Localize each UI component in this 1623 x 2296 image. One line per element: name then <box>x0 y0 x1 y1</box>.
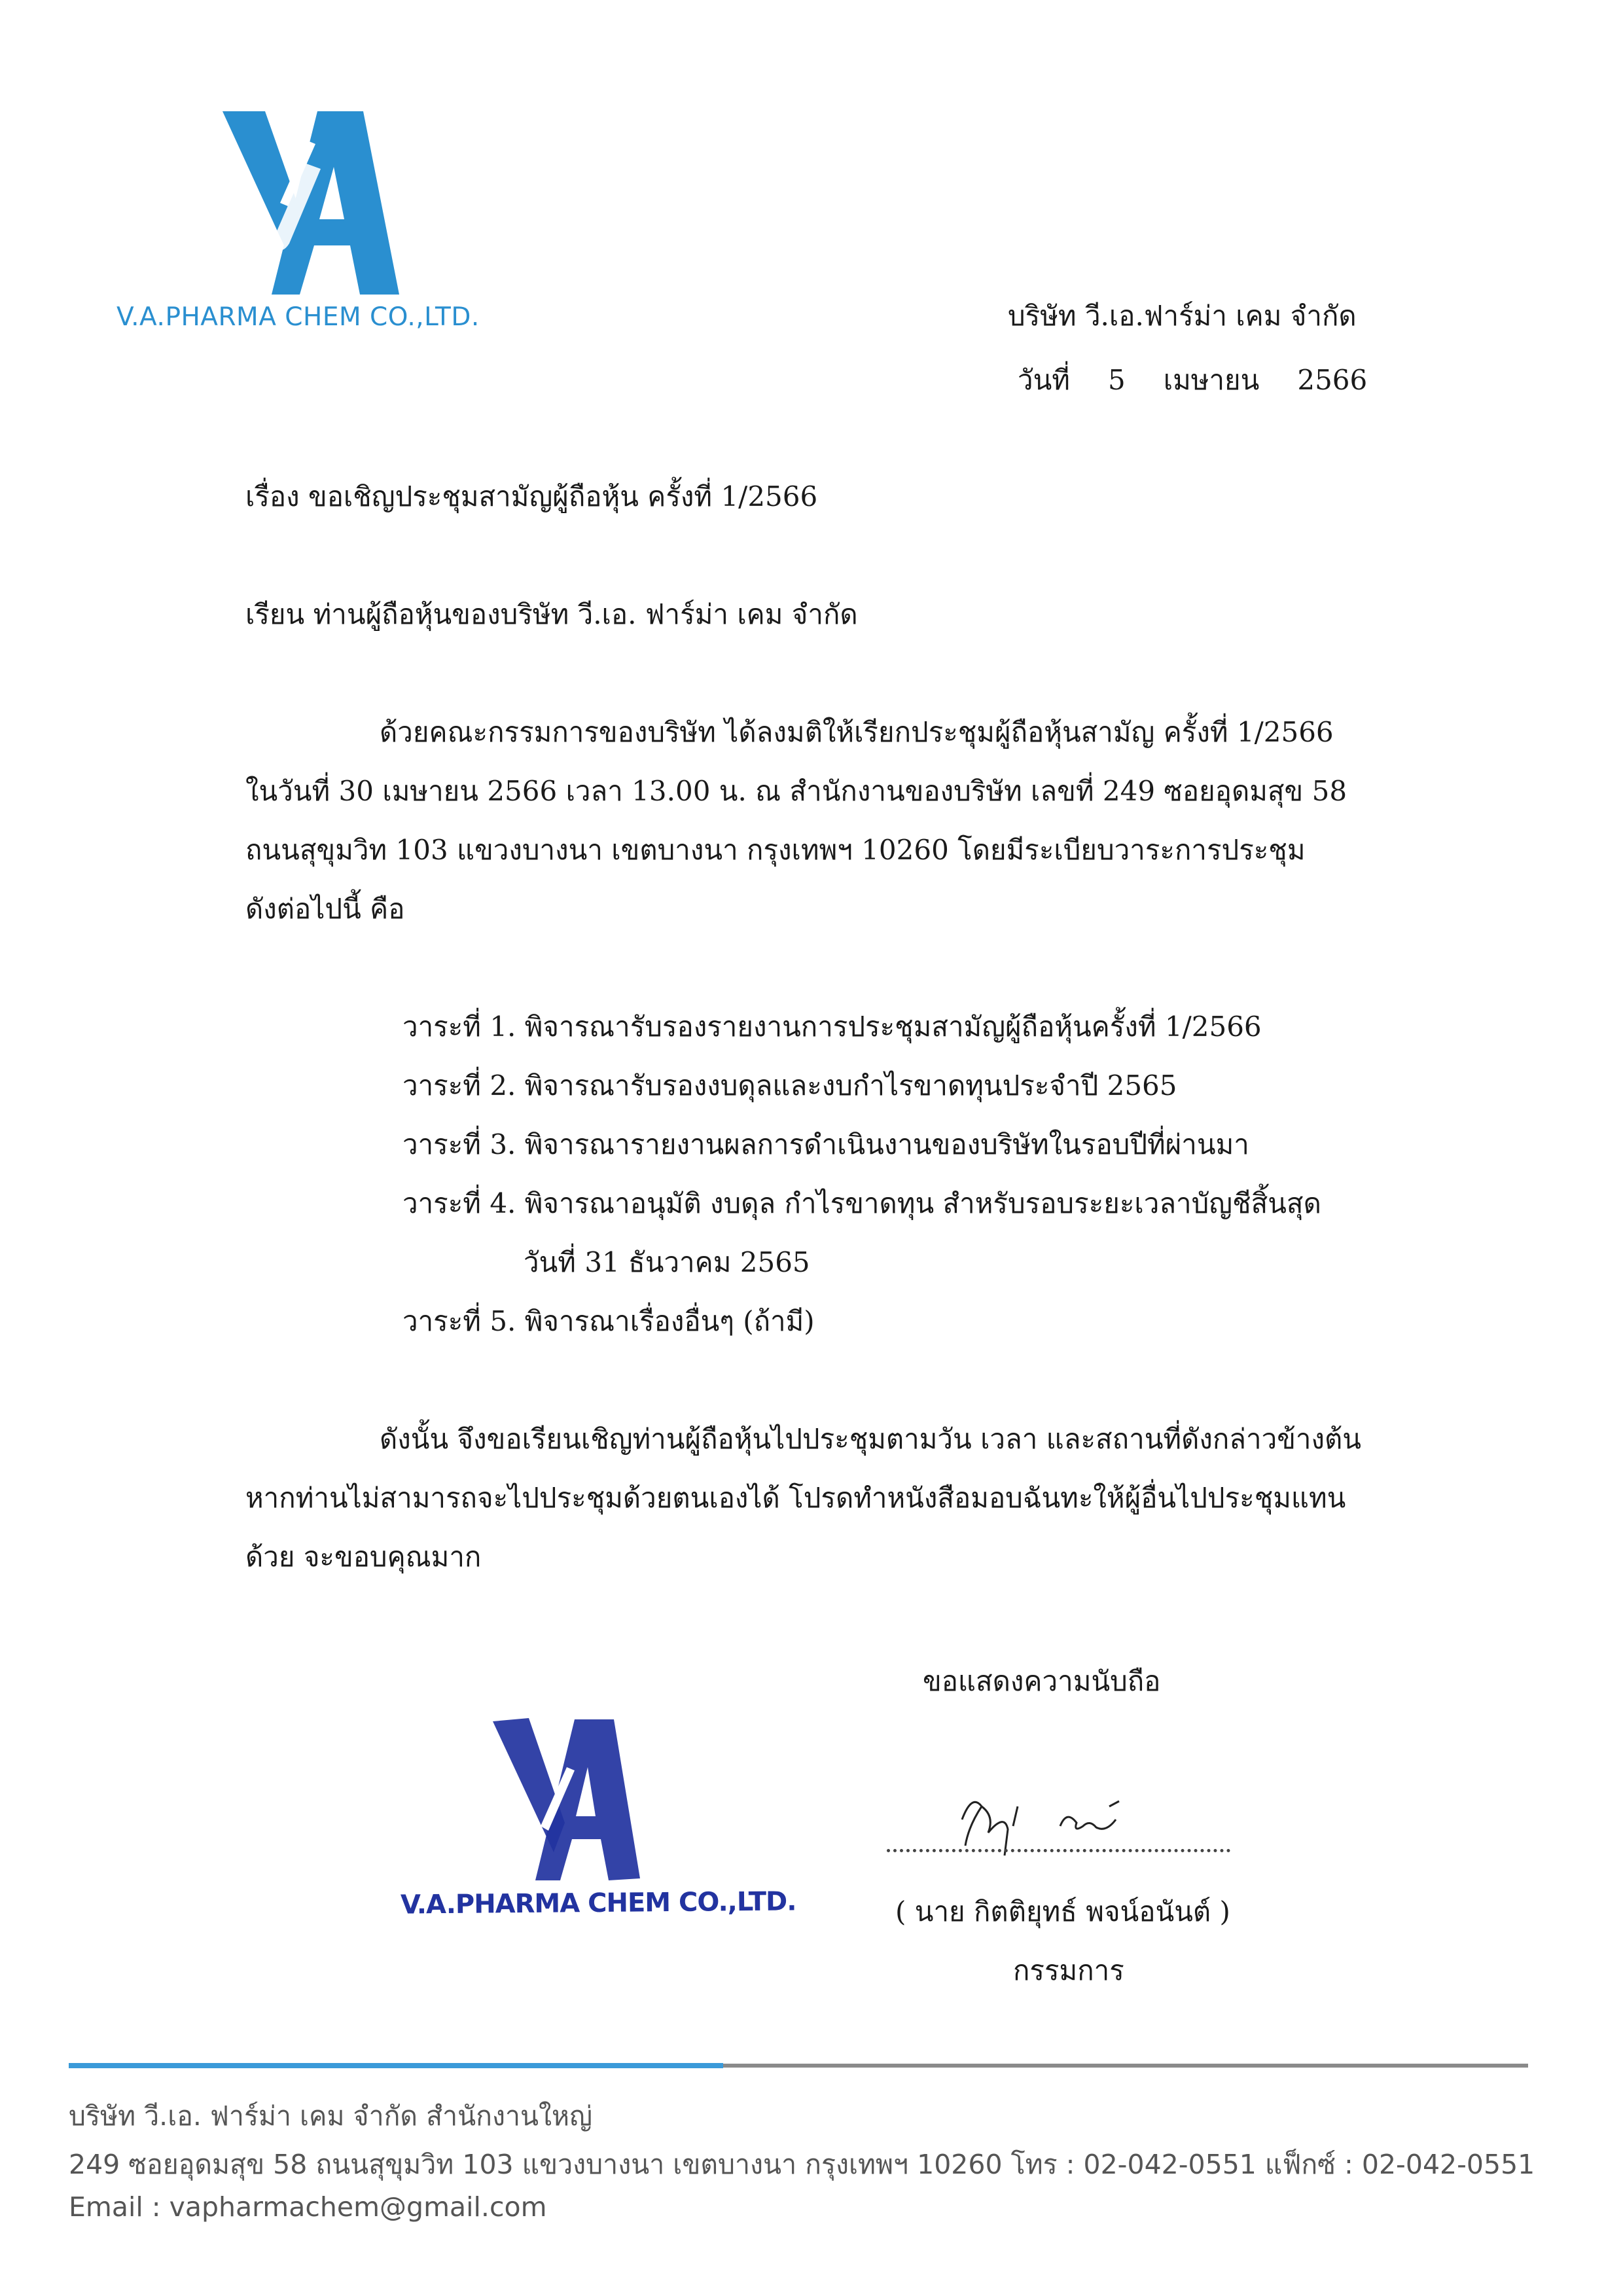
stamp-caption: V.A.PHARMA CHEM CO.,LTD. <box>400 1886 796 1920</box>
logo-caption: V.A.PHARMA CHEM CO.,LTD. <box>116 302 480 332</box>
company-logo <box>209 105 406 308</box>
agenda-item-continuation: วันที่ 31 ธันวาคม 2565 <box>524 1246 810 1278</box>
signature-line <box>887 1849 1230 1852</box>
letter-subject: เรื่อง ขอเชิญประชุมสามัญผู้ถือหุ้น ครั้งที่ 1/2566 <box>245 480 818 512</box>
closing-line: ด้วย จะขอบคุณมาก <box>245 1541 482 1573</box>
closing-line: หากท่านไม่สามารถจะไปประชุมด้วยตนเองได้ โปรดทำหนังสือมอบฉันทะให้ผู้อื่นไปประชุมแทน <box>245 1482 1346 1514</box>
agenda-item: วาระที่ 3. พิจารณารายงานผลการดำเนินงานของบริษัทในรอบปีที่ผ่านมา <box>402 1128 1249 1160</box>
footer-company: บริษัท วี.เอ. ฟาร์ม่า เคม จำกัด สำนักงานใหญ่ <box>69 2100 593 2132</box>
intro-line: ดังต่อไปนี้ คือ <box>245 893 405 925</box>
intro-line: ในวันที่ 30 เมษายน 2566 เวลา 13.00 น. ณ สำนักงานของบริษัท เลขที่ 249 ซอยอุดมสุข 58 <box>245 775 1347 807</box>
footer-email: Email : vapharmachem@gmail.com <box>69 2191 547 2223</box>
date-year: 2566 <box>1297 364 1368 396</box>
footer-rule-gray <box>723 2064 1528 2068</box>
date-label: วันที่ <box>1018 364 1070 396</box>
letter-date <box>1018 364 1368 396</box>
company-name: บริษัท วี.เอ.ฟาร์ม่า เคม จำกัด <box>1008 300 1357 332</box>
footer-address: 249 ซอยอุดมสุข 58 ถนนสุขุมวิท 103 แขวงบางนา เขตบางนา กรุงเทพฯ 10260 โทร : 02-042-0551 แฟ็กซ์ : 02-042-0551 <box>69 2149 1535 2180</box>
intro-line: ด้วยคณะกรรมการของบริษัท ได้ลงมติให้เรียกประชุมผู้ถือหุ้นสามัญ ครั้งที่ 1/2566 <box>380 716 1334 748</box>
agenda-item: วาระที่ 5. พิจารณาเรื่องอื่นๆ (ถ้ามี) <box>402 1305 815 1337</box>
signature <box>942 1780 1158 1859</box>
signer-name: ( นาย กิตติยุทธ์ พจน์อนันต์ ) <box>895 1895 1230 1928</box>
footer-rule-blue <box>69 2063 723 2068</box>
date-month: เมษายน <box>1163 364 1260 396</box>
agenda-item: วาระที่ 2. พิจารณารับรองงบดุลและงบกำไรขาดทุนประจำปี 2565 <box>402 1069 1177 1102</box>
regards: ขอแสดงความนับถือ <box>923 1665 1161 1697</box>
closing-line: ดังนั้น จึงขอเรียนเชิญท่านผู้ถือหุ้นไปประชุมตามวัน เวลา และสถานที่ดังกล่าวข้างต้น <box>380 1423 1362 1455</box>
company-stamp <box>483 1712 647 1892</box>
intro-line: ถนนสุขุมวิท 103 แขวงบางนา เขตบางนา กรุงเทพฯ 10260 โดยมีระเบียบวาระการประชุม <box>245 834 1306 866</box>
agenda-item: วาระที่ 4. พิจารณาอนุมัติ งบดุล กำไรขาดทุน สำหรับรอบระยะเวลาบัญชีสิ้นสุด <box>402 1187 1321 1219</box>
agenda-item: วาระที่ 1. พิจารณารับรองรายงานการประชุมสามัญผู้ถือหุ้นครั้งที่ 1/2566 <box>402 1011 1262 1043</box>
letter-salutation: เรียน ท่านผู้ถือหุ้นของบริษัท วี.เอ. ฟาร์ม่า เคม จำกัด <box>245 598 858 630</box>
signer-title: กรรมการ <box>1013 1954 1124 1986</box>
date-day: 5 <box>1107 364 1126 396</box>
